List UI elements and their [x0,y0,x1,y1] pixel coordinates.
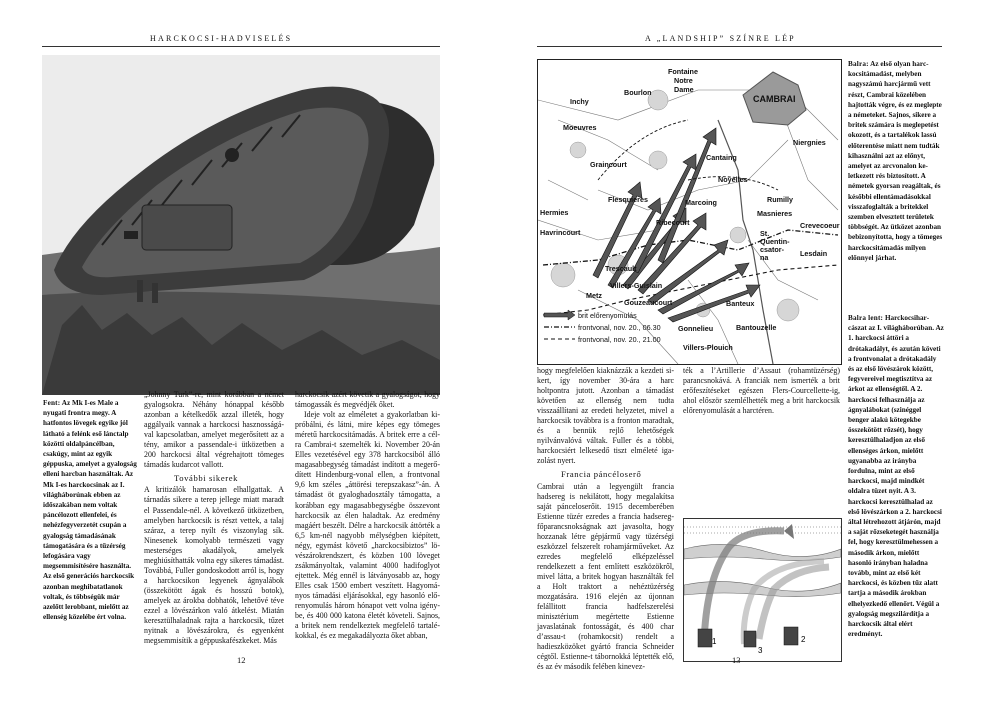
map-label-fontaine: Fontaine [668,67,698,76]
page-number-left: 12 [237,655,246,665]
text-column-right-2 [683,366,840,416]
cambrai-battle-map [537,59,842,365]
paragraph: Cambrai után a legyengült francia hadsereg is nekilátott, hogy megalakítsa saját pánceloserőit. 1915 decemberében Estienne tüzér ezredes a francia hadsereg-főparancsnokságnak azt javasolta, hogy hozzanak létre gépjármű vagy tüzérségi eszközzel felszerelt rohamjárműveket. Az ezredes megfelelő elképzeléssel rendelkezett a fent említett eszközökről, mivel látta, a britek hogyan használták fel a Holt traktort a nehéztüzérség mozgatására. 1916 elején az újonnan felállitott francia hadfelszerelési minisztérium megértette Estienne javaslatának fontosságát, és 400 char d’assau-t (rohamkocsit) rendelt a hadieszközöket gyártó francia Schneider cégtől. Estienne-t tábornokká léptették elő, és az év második felében kinevez- [537,481,674,672]
diagram-label-1: 1 [712,637,717,646]
legend-front-2100: frontvonal, nov. 20., 21.00 [578,335,661,344]
map-label-hermies: Hermies [540,208,569,217]
map-label-gonnelieu: Gonnelieu [678,324,714,333]
tank-tactics-diagram [683,518,842,662]
map-label-niergnies: Niergnies [793,138,826,147]
map-label-metz: Metz [586,291,602,300]
map-graphic [538,60,841,364]
paragraph: A kritizálók hamarosan elhallgattak. A tárnadás sikere a terep jellege miatt maradt el Passendale-nél. A következő ütközetben, amelyben harckocsik is részt vettek, a talaj száraz, a terep nyílt és viszonylag sík. Ninesenek komolyabb természeti vagy mesterséges akadályok, amelyek meghiúsíthatták volna egy sikeres támadást. Továbbá, Fuller gondoskodott arról is, hogy a harckocsikon legyenek ágnyalábok (összekötött ágak és hosszú botok), amelyek az árokba dobhatók, lehetővé téve ezzel a lövészárkon való átkelést. Miatán keresztülhaladnak rajta a harckocsik, tűzet nyitnak a lövészárokra, és egyenként megsemmisítik a géppuskafészkeket. Más [144,485,284,646]
text-column-left-1 [144,390,284,646]
caption-lead: Balra lent: [848,314,884,322]
map-label-stq2: Quentin- [760,237,790,246]
map-label-bourlon: Bourlon [624,88,652,97]
paragraph: Ideje volt az elméletet a gyakorlatban kipróbálni, és látni, mire képes egy tömeges méretű harckocsitámadás. A britek erre a célra Cambrai-t szemelték ki. November 20-án Elles vezetésével egy 378 harckocsiból álló magasabbegység támadást indított a megerődített Hindenburg-vonal ellen, a frontvonal 9,6 km széles „áttörési terepszakasz”-án. A támadást öt gyaloghadosztály támogatta, a korábban egy magasabbegységbe összevont harckocsik az élen haladtak. Az eredmény magáért beszélt. Délre a harckocsik áttörték a 6,5 km-nél nagyobb mélységben kiépített, négy, egymást követő „harckocsibiztos” lövészárokrendszert, és közben 100 löveget zsákmányoltak, valamint 4000 hadifoglyot ejtettek. Még ennél is látványosabb az, hogy Elles csak 1500 embert veszített. Hagyományos támadási eljárásokkal, egy hasonló előrenyomulás három hónapot vett volna igénybe, és 400 000 katona életét követeli. Sajnos, a britek nem rendelkeztek megfelelő tartalékokkal, és ez megakadályozta őket abban, [295,410,440,641]
map-label-moeuvres: Moeuvres [563,123,597,132]
map-label-notre: Notre [674,76,693,85]
diagram-label-2: 2 [801,635,806,644]
map-label-rumilly: Rumilly [767,195,793,204]
map-label-ribecourt: Ribecourt [656,218,690,227]
map-label-stq3: csator- [760,245,784,254]
tank-photo [42,55,440,395]
diagram-caption [848,313,944,640]
map-label-flesquieres: Flesquieres [608,195,648,204]
map-label-havrincourt: Havrincourt [540,228,581,237]
map-label-gouzeaucourt: Gouzeaucourt [624,298,673,307]
subheading: További sikerek [174,473,239,484]
paragraph: ték a l’Artillerie d’Assaut (rohamtüzérség) parancsnokává. A franciák nem ismerték a brit erőfeszítéseket egészen Flers-Courcellette-ig, ahol először szemlélhették meg a brit harckocsik előrenyomulását a harctéren. [683,366,840,416]
map-label-dame: Dame [674,85,694,94]
map-label-villers-guislain: Villers-Guislain [610,281,663,290]
text-column-right-1 [537,366,674,672]
mk1-male-tank-image [42,55,440,395]
map-label-banteux: Banteux [726,299,755,308]
map-label-stq1: St. [760,229,770,238]
trench-crossing-graphic [684,519,841,661]
caption-lead: Fent: [43,399,61,407]
diagram-label-3: 3 [758,646,763,655]
running-head-left: HARCKOCSI-HADVISELÉS [150,34,293,43]
page-number-right: 13 [732,655,741,665]
map-label-bantouzelle: Bantouzelle [736,323,777,332]
map-label-villers-plouich: Villers-Plouich [683,343,733,352]
caption-text: Az első olyan harckocsitámadást, melyben nagyszámú harcjármű vett részt, Cambrai közelében hajtották végre, és ez meglepte a németeket. Sajnos, sikere a britek számára is meglepetést okozott, és a tartalékok lassú előterentése miatt nem tudták kihasználni azt az előnyt, amelyet az arcvonalon keletkezett rés biztosított. A németek gyorsan reagáltak, és későbbi ellentámadásokkal visszafoglalták a britekkel szemben elvesztett területek többségét. Az ütközet azonban bebizonyította, hogy a tömeges harckocsitámadás milyen előnnyel járhat. [848,60,943,262]
running-head-right: A „LANDSHIP” SZÍNRE LÉP [645,34,796,43]
subheading: Francia páncéloserő [561,469,642,480]
caption-text: Harckocsiharcászat az I. világháborúban. Az 1. harckocsi áttöri a drótakadályt, és azután követi a frontvonalat a drótakadály és az első lövészárok között, fegyvereivel megtisztítva az árkot az ellenségtől. A 2. harckocsi felhasználja az ágnyalábokat (szinéggel benger alakú kötegekbe összekötött rőzsét), hogy keresztülhaladjon az első ellenséges árkon, mielőtt ugyanabba az irányba fordulna, mint az első harckocsi, majd mindkét oldalra tüzet nyit. A 3. harckocsi keresztülhalad az első lövészárkon a 2. harckocsi által létrehozott átjárón, majd a saját rőzseketegét használja fel, hogy keresztülmehessen a második árkon, mielőtt hasonló irányban haladna tovább, mint az első két harckocsi, és közben tűz alatt tartja a második árokban elhelyezkedő ellenőrt. Végül a gyalogság megszilárdítja a harckocsik által elért eredményt. [848,314,944,639]
map-label-inchy: Inchy [570,97,589,106]
caption-text: Az Mk I-es Male a nyugati frontra megy. A hatfontos lövegek egyike jól látható a felénk eső lánctalp közötti oldalpáncélban, csakúgy, mint az egyik géppuska, amelyet a gyalogság elleni harcban használtak. Az Mk I-es harckocsinak az I. világháborúnak ebben az időszakában nem voltak páncélozott ellenfelei, és nehézfegyverzetét csupán a gyalogság támadásának támogatására és a tűzérség lefogására vagy megsemmisítésére használta. Az első generációs harckocsik azonban meghibatatlanok voltak, és többségük már azelőtt lerobbant, mielőtt az ellenség közelébe ért volna. [43,399,137,622]
legend-front-0630: frontvonal, nov. 20., 06.30 [578,323,661,332]
legend-advance: brit előrenyomulás [578,311,637,320]
paragraph: hogy megfelelően kiaknázzák a kezdeti sikert, így november 30-ára a harc holtpontra jutott. Azonban a támadást követően az ellenség nem tudta visszaállítani az eredeti helyzetet, mivel a harckocsik továbbra is a fronton maradtak, és a bennük rejlő lehetőségek nyilvánvalóvá váltak. Fuller és a többi, harckocsiért lelkesedő tiszt elméleté igazolást nyert. [537,366,674,466]
map-label-crevecoeur: Crevecoeur [800,221,840,230]
map-label-noyelles: Noyelles [718,175,748,184]
map-label-stq4: na [760,253,769,262]
map-caption [848,59,944,263]
map-legend [544,310,661,344]
text-column-left-2 [295,390,440,641]
header-rule-left [42,46,440,47]
map-label-cambrai: CAMBRAI [753,94,796,104]
map-label-lesdain: Lesdain [800,249,828,258]
paragraph: harckocsik azért követik a gyalogságot, hogy támogassák és megvédjék őket. [295,390,440,410]
map-label-marcoing: Marcoing [685,198,717,207]
paragraph: „Johnny Turk”-re, mint korábban a német gyalogsokra. Néhány hónappal később azonban a kételkedők azzal illeték, hogy aggályaik vannak a harckocsi hasznosságával kapcsolatban, amelyet megerősített az a tény, amikor a passendale-i ütközetben a 200 harckocsi által végrehajtott tömeges támadás kudarcot vallott. [144,390,284,470]
header-rule-right [537,46,942,47]
map-label-masnieres: Masnieres [757,209,793,218]
map-label-cantaing: Cantaing [706,153,737,162]
map-label-trescault: Trescault [605,264,637,273]
caption-lead: Balra: [848,60,869,68]
map-label-graincourt: Graincourt [590,160,627,169]
photo-caption-left [43,398,139,622]
